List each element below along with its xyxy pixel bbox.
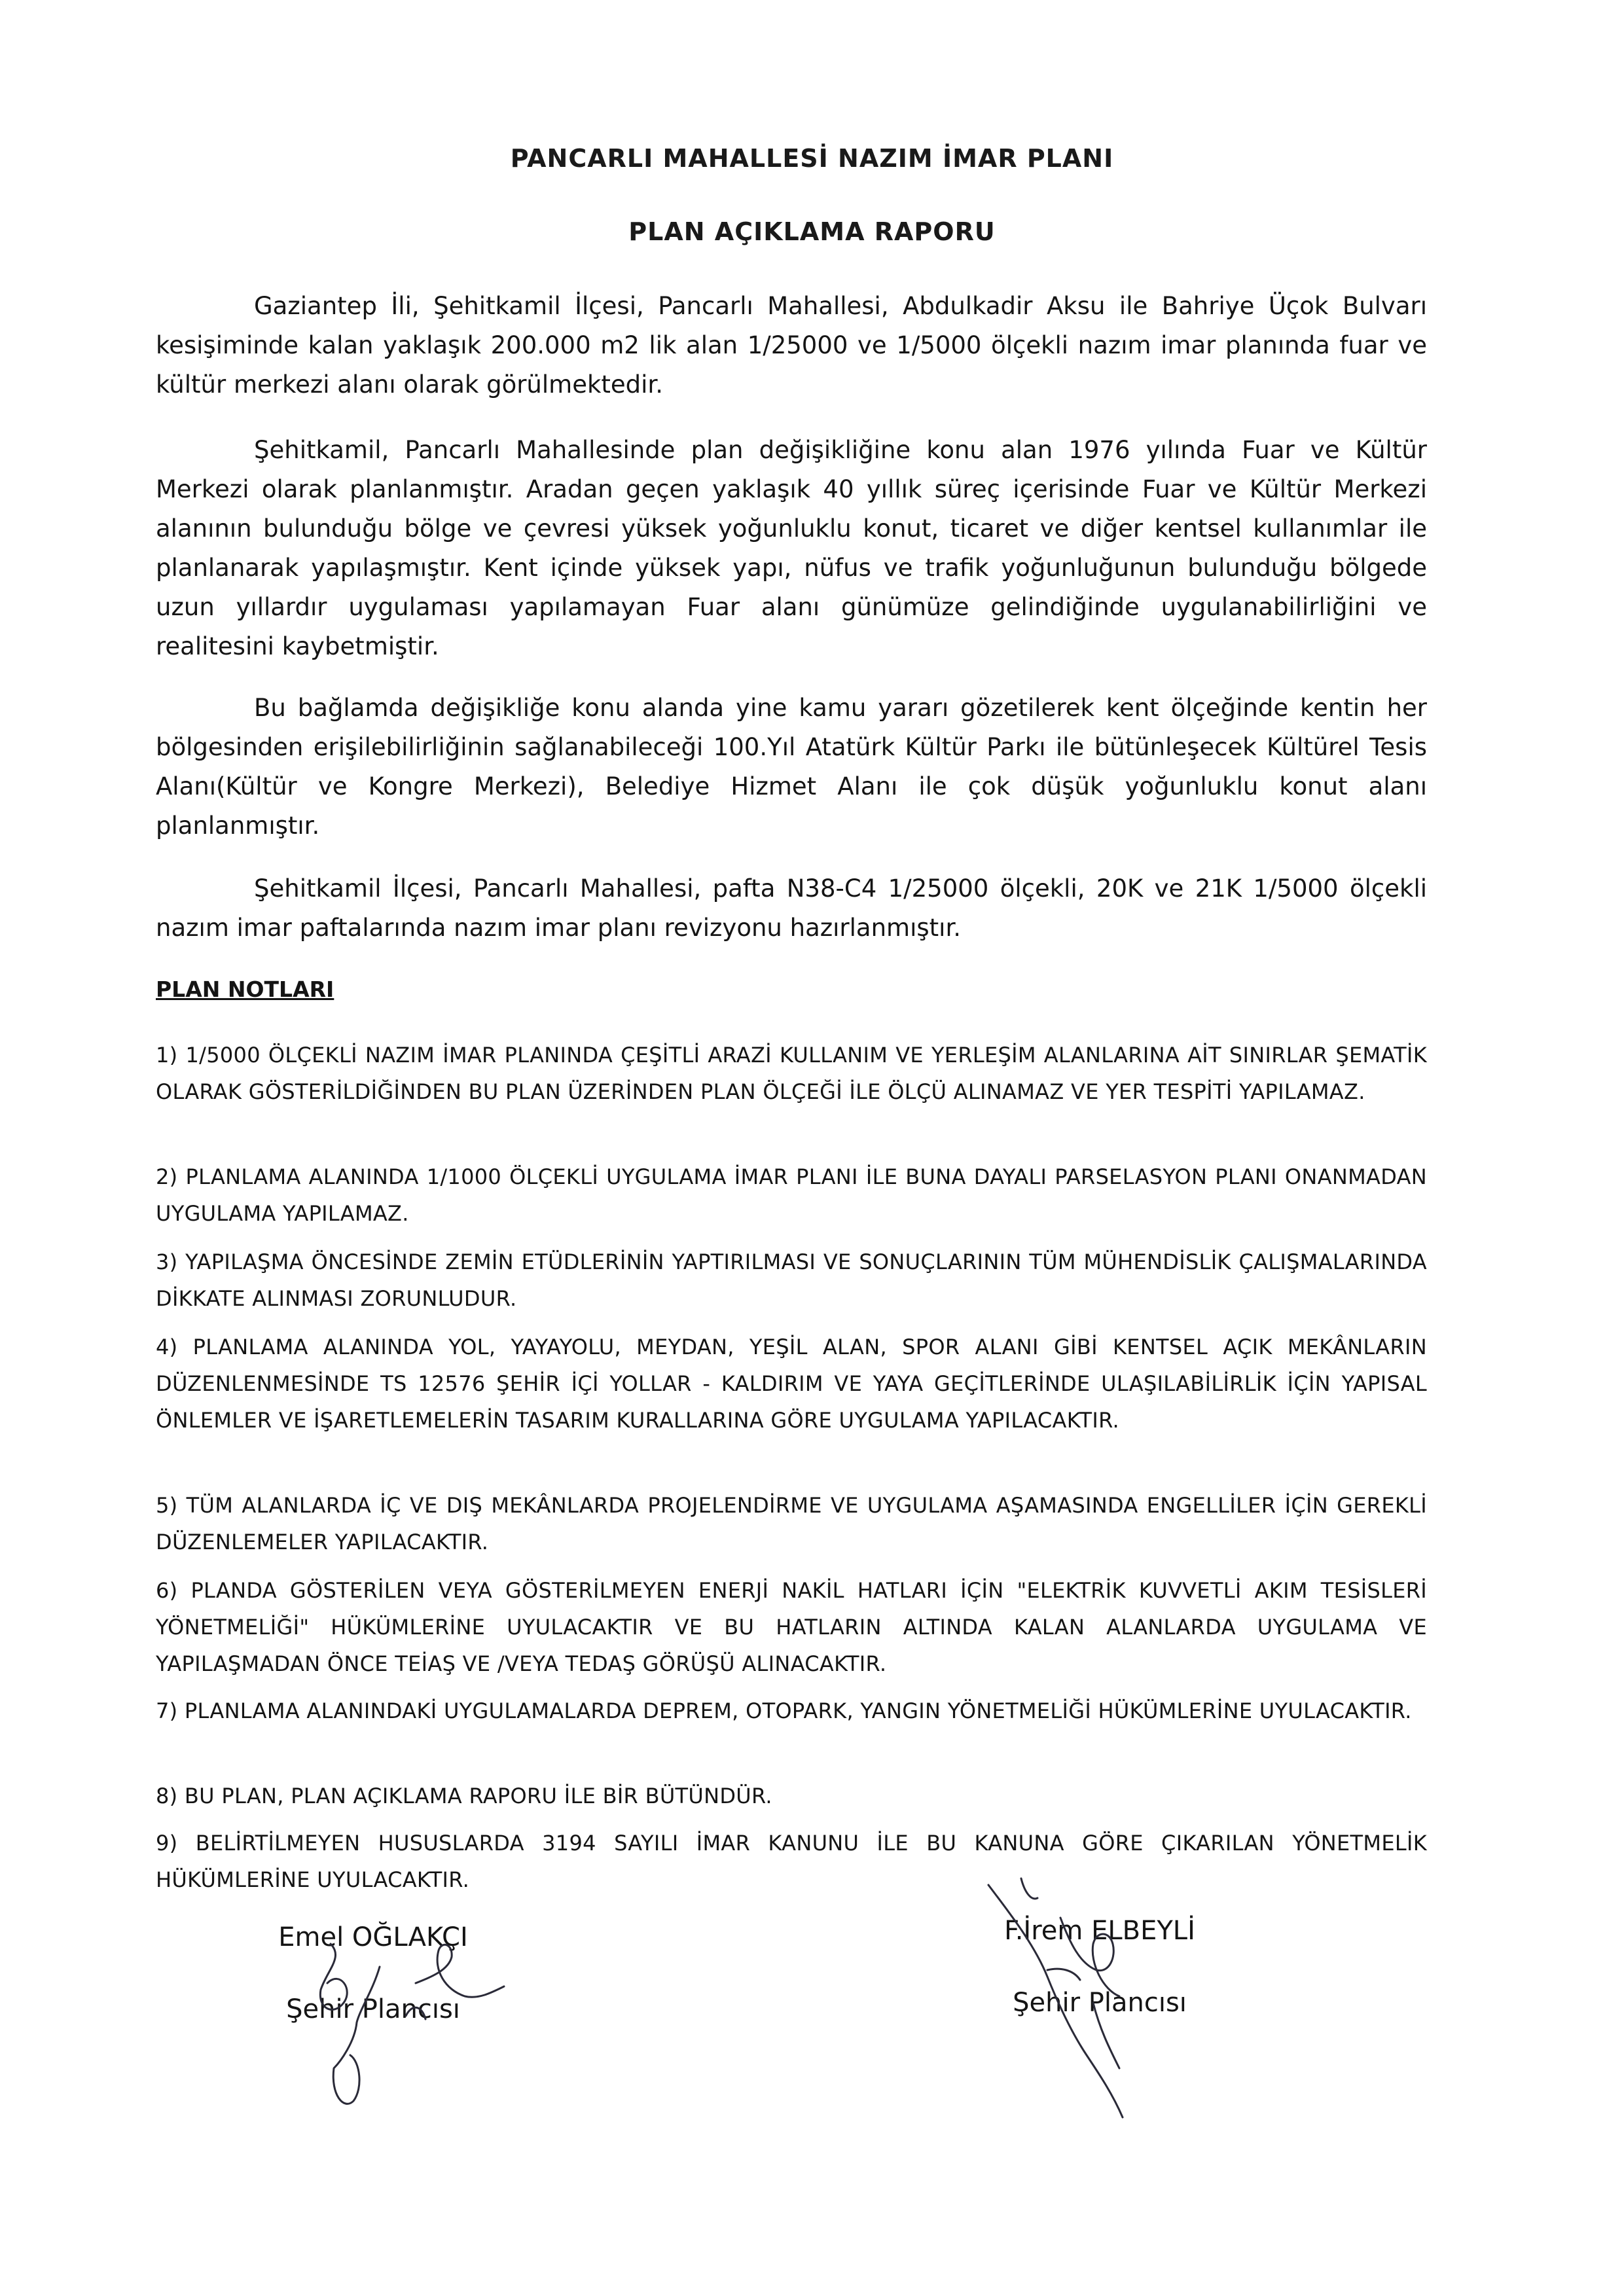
plan-note-item: 4) PLANLAMA ALANINDA YOL, YAYAYOLU, MEYDAN, YEŞİL ALAN, SPOR ALANI GİBİ KENTSEL AÇIK MEKÂNLARIN DÜZENLENMESİNDE TS 12576 ŞEHİR İÇİ YOLLAR - KALDIRIM VE YAYA GEÇİTLERİNDE ULAŞILABİLİRLİK İÇİN YAPISAL ÖNLEMLER VE İŞARETLEMELERİN TASARIM KURALLARINA GÖRE UYGULAMA YAPILACAKTIR. <box>156 1335 1427 1433</box>
plan-note-item: 2) PLANLAMA ALANINDA 1/1000 ÖLÇEKLİ UYGULAMA İMAR PLANI İLE BUNA DAYALI PARSELASYON PLANI ONANMADAN UYGULAMA YAPILAMAZ. <box>156 1164 1427 1226</box>
document-title: PANCARLI MAHALLESİ NAZIM İMAR PLANI <box>510 144 1114 173</box>
handwritten-signature-left <box>281 1931 530 2127</box>
signatory-role: Şehir Plancısı <box>1013 1988 1187 2018</box>
plan-note-item: 5) TÜM ALANLARDA İÇ VE DIŞ MEKÂNLARDA PROJELENDİRME VE UYGULAMA AŞAMASINDA ENGELLİLER İÇİN GEREKLİ DÜZENLEMELER YAPILACAKTIR. <box>156 1493 1427 1554</box>
signatory-name: Emel OĞLAKÇI <box>278 1922 468 1952</box>
plan-note-item: 1) 1/5000 ÖLÇEKLİ NAZIM İMAR PLANINDA ÇEŞİTLİ ARAZİ KULLANIM VE YERLEŞİM ALANLARINA AİT SINIRLAR ŞEMATİK OLARAK GÖSTERİLDİĞİNDEN BU PLAN ÜZERİNDEN PLAN ÖLÇEĞİ İLE ÖLÇÜ ALINAMAZ VE YER TESPİTİ YAPILAMAZ. <box>156 1043 1427 1104</box>
signatory-role: Şehir Plancısı <box>286 1994 460 2024</box>
body-paragraph: Gaziantep İli, Şehitkamil İlçesi, Pancarlı Mahallesi, Abdulkadir Aksu ile Bahriye Üçok Bulvarı kesişiminde kalan yaklaşık 200.000 m2 lik alan 1/25000 ve 1/5000 ölçekli nazım imar planında fuar ve kültür merkezi alanı olarak görülmektedir. <box>156 292 1427 399</box>
plan-note-item: 9) BELİRTİLMEYEN HUSUSLARDA 3194 SAYILI İMAR KANUNU İLE BU KANUNA GÖRE ÇIKARILAN YÖNETMELİK HÜKÜMLERİNE UYULACAKTIR. <box>156 1831 1427 1892</box>
body-paragraph: Şehitkamil, Pancarlı Mahallesinde plan değişikliğine konu alan 1976 yılında Fuar ve Kültür Merkezi olarak planlanmıştır. Aradan geçen yaklaşık 40 yıllık süreç içerisinde Fuar ve Kültür Merkezi alanının bulunduğu bölge ve çevresi yüksek yoğunluklu konut, ticaret ve diğer kentsel kullanımlar ile planlanarak yapılaşmıştır. Kent içinde yüksek yapı, nüfus ve trafik yoğunluğunun bulunduğu bölgede uzun yıllardır uygulaması yapılamayan Fuar alanı günümüze gelindiğinde uygulanabilirliğini ve realitesini kaybetmiştir. <box>156 436 1427 660</box>
plan-note-item: 8) BU PLAN, PLAN AÇIKLAMA RAPORU İLE BİR BÜTÜNDÜR. <box>156 1784 772 1808</box>
body-paragraph: Şehitkamil İlçesi, Pancarlı Mahallesi, pafta N38-C4 1/25000 ölçekli, 20K ve 21K 1/5000 ölçekli nazım imar paftalarında nazım imar planı revizyonu hazırlanmıştır. <box>156 874 1427 942</box>
body-paragraph: Bu bağlamda değişikliğe konu alanda yine kamu yararı gözetilerek kent ölçeğinde kentin her bölgesinden erişilebilirliğinin sağlanabileceği 100.Yıl Atatürk Kültür Parkı ile bütünleşecek Kültürel Tesis Alanı(Kültür ve Kongre Merkezi), Belediye Hizmet Alanı ile çok düşük yoğunluklu konut alanı planlanmıştır. <box>156 694 1427 840</box>
plan-notes-heading: PLAN NOTLARI <box>156 977 334 1002</box>
plan-note-item: 3) YAPILAŞMA ÖNCESİNDE ZEMİN ETÜDLERİNİN YAPTIRILMASI VE SONUÇLARININ TÜM MÜHENDİSLİK ÇALIŞMALARINDA DİKKATE ALINMASI ZORUNLUDUR. <box>156 1249 1427 1311</box>
plan-note-item: 7) PLANLAMA ALANINDAKİ UYGULAMALARDA DEPREM, OTOPARK, YANGIN YÖNETMELİĞİ HÜKÜMLERİNE UYULACAKTIR. <box>156 1698 1412 1723</box>
signatory-name: F.İrem ELBEYLİ <box>1004 1916 1195 1946</box>
plan-note-item: 6) PLANDA GÖSTERİLEN VEYA GÖSTERİLMEYEN ENERJİ NAKİL HATLARI İÇİN "ELEKTRİK KUVVETLİ AKIM TESİSLERİ YÖNETMELİĞİ" HÜKÜMLERİNE UYULACAKTIR VE BU HATLARIN ALTINDA KALAN ALANLARDA UYGULAMA VE YAPILAŞMADAN ÖNCE TEİAŞ VE /VEYA TEDAŞ GÖRÜŞÜ ALINACAKTIR. <box>156 1578 1427 1676</box>
handwritten-signature-right <box>982 1872 1204 2134</box>
document-subtitle: PLAN AÇIKLAMA RAPORU <box>628 217 996 246</box>
